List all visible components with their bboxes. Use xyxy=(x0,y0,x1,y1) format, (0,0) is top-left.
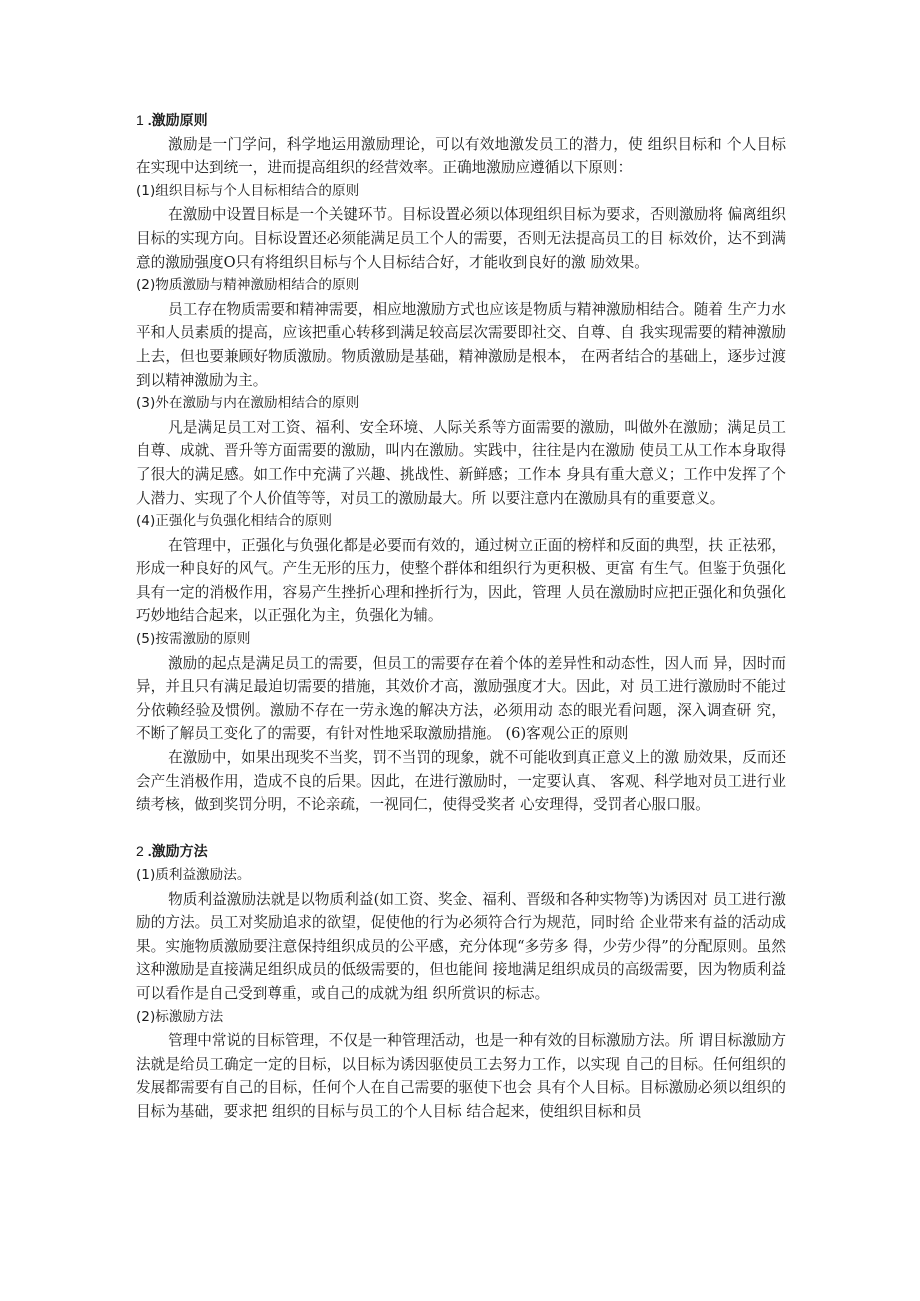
principle-heading: (5)按需激励的原则 xyxy=(136,631,251,648)
document-page xyxy=(136,109,786,1124)
section-title: .激励方法 xyxy=(147,843,208,860)
method-heading: (1)质利益激励法。 xyxy=(136,867,251,883)
principle-text: 在激励中设置目标是一个关键环节。目标设置必须以体现组织目标为要求，否则激励将 偏离组织目标的实现方向。目标设置还必须能满足员工个人的需要，否则无法提高员工的目 标效价，达不到满意的激励强度O只有将组织目标与个人目标结合好，才能收到良好的激 励效果。 xyxy=(136,206,786,271)
section-number: 1 xyxy=(136,112,144,128)
principle-text: 员工存在物质需要和精神需要，相应地激励方式也应该是物质与精神激励相结合。随着 生产力水平和人员素质的提高，应该把重心转移到满足较高层次需要即社交、自尊、自 我实现需要的精神激励上去，但也要兼顾好物质激励。物质激励是基础，精神激励是根本， 在两者结合的基础上，逐步过渡到以精神激励为主。 xyxy=(136,300,786,389)
section-spacer xyxy=(136,817,786,841)
method-text: 物质利益激励法就是以物质利益(如工资、奖金、福利、晋级和各种实物等)为诱因对 员工进行激励的方法。员工对奖励追求的欲望，促使他的行为必须符合行为规范，同时给 企业带来有益的活动成果。实施物质激励要注意保持组织成员的公平感，充分体现“多劳多 得，少劳少得”的分配原则。虽然这种激励是直接满足组织成员的低级需要的，但也能间 接地满足组织成员的高级需要，因为物质利益可以看作是自己受到尊重，或自己的成就为组 织所赏识的标志。 xyxy=(136,890,786,1002)
principle-text: 凡是满足员工对工资、福利、安全环境、人际关系等方面需要的激励，叫做外在激励；满足员工自尊、成就、晋升等方面需要的激励，叫内在激励。实践中，往往是内在激励 使员工从工作本身取得了很大的满足感。如工作中充满了兴趣、挑战性、新鲜感；工作本 身具有重大意义；工作中发挥了个人潜力、实现了个人价值等等，对员工的激励最大。所 以要注意内在激励具有的重要意义。 xyxy=(136,418,786,507)
principle-text: 激励的起点是满足员工的需要，但员工的需要存在着个体的差异性和动态性，因人而 异，因时而异，并且只有满足最迫切需要的措施，其效价才高，激励强度才大。因此，对 员工进行激励时不能过分依赖经验及惯例。激励不存在一劳永逸的解决方法，必须用动 态的眼光看问题，深入调查研 究，不断了解员工变化了的需要，有针对性地采取激励措施。 (6)客观公正的原则 xyxy=(136,654,786,743)
principle-heading: (3)外在激励与内在激励相结合的原则 xyxy=(136,395,360,412)
section-heading xyxy=(136,840,786,864)
principle-text: 在管理中，正强化与负强化都是必要而有效的，通过树立正面的榜样和反面的典型，扶 正祛邪，形成一种良好的风气。产生无形的压力，使整个群体和组织行为更积极、更富 有生气。但鉴于负强化具有一定的消极作用，容易产生挫折心理和挫折行为，因此，管理 人员在激励时应把正强化和负强化巧妙地结合起来，以正强化为主，负强化为辅。 xyxy=(136,536,786,625)
section-number: 2 xyxy=(136,843,144,860)
principle-text: 在激励中，如果出现奖不当奖，罚不当罚的现象，就不可能收到真正意义上的激 励效果，反而还会产生消极作用，造成不良的后果。因此，在进行激励时，一定要认真、 客观、科学地对员工进行业绩考核，做到奖罚分明，不论亲疏，一视同仁，使得受奖者 心安理得，受罚者心服口服。 xyxy=(136,749,786,814)
method-text: 管理中常说的目标管理，不仅是一种管理活动，也是一种有效的目标激励方法。所 谓目标激励方法就是给员工确定一定的目标，以目标为诱因驱使员工去努力工作，以实现 自己的目标。任何组织的发展都需要有自己的目标，任何个人在自己需要的驱使下也会 具有个人目标。目标激励必须以组织的目标为基础，要求把 组织的目标与员工的个人目标 结合起来，使组织目标和员 xyxy=(136,1032,786,1120)
section-intro: 激励是一门学问，科学地运用激励理论，可以有效地激发员工的潜力，使 组织目标和 个人目标在实现中达到统一，进而提高组织的经营效率。正确地激励应遵循以下原则： xyxy=(136,135,786,177)
section-title: .激励原则 xyxy=(147,112,208,128)
method-heading: (2)标激励方法 xyxy=(136,1008,224,1025)
section-heading xyxy=(136,109,786,133)
principle-heading: (2)物质激励与精神激励相结合的原则 xyxy=(136,277,360,294)
principle-heading: (1)组织目标与个人目标相结合的原则 xyxy=(136,182,360,199)
principle-heading: (4)正强化与负强化相结合的原则 xyxy=(136,513,332,530)
